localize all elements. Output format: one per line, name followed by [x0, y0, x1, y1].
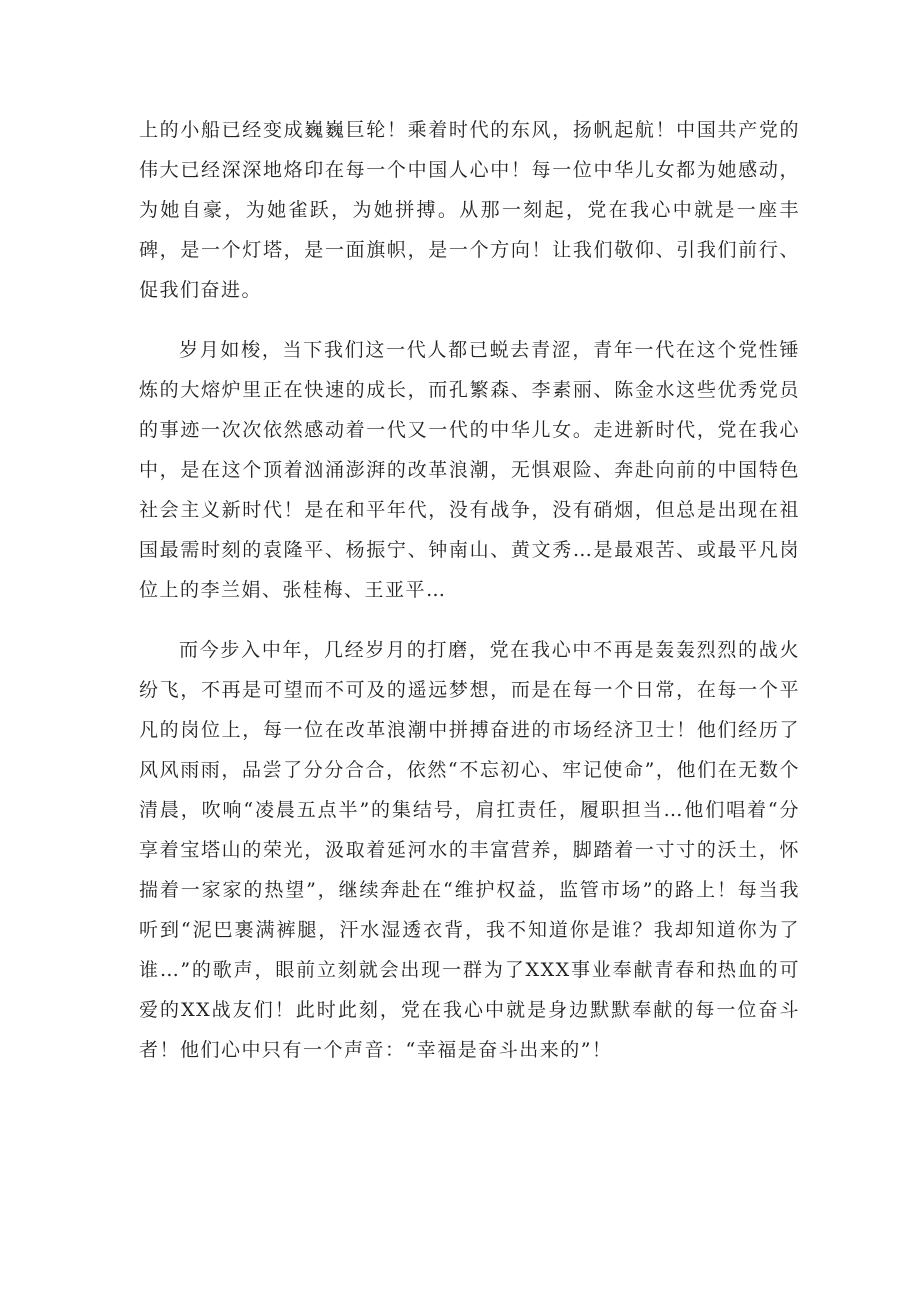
document-body [139, 110, 800, 1070]
paragraph-1: 上的小船已经变成巍巍巨轮！乘着时代的东风，扬帆起航！中国共产党的伟大已经深深地烙印在每一个中国人心中！每一位中华儿女都为她感动，为她自豪，为她雀跃，为她拼搏。从那一刻起，党在我心中就是一座丰碑，是一个灯塔，是一面旗帜，是一个方向！让我们敬仰、引我们前行、促我们奋进。 [139, 119, 800, 301]
paragraph-3: 而今步入中年，几经岁月的打磨，党在我心中不再是轰轰烈烈的战火纷飞，不再是可望而不可及的遥远梦想，而是在每一个日常，在每一个平凡的岗位上，每一位在改革浪潮中拼搏奋进的市场经济卫士！他们经历了风风雨雨，品尝了分分合合，依然“不忘初心、牢记使命”，他们在无数个清晨，吹响“凌晨五点半”的集结号，肩扛责任，履职担当…他们唱着“分享着宝塔山的荣光，汲取着延河水的丰富营养，脚踏着一寸寸的沃土，怀揣着一家家的热望”，继续奔赴在“维护权益，监管市场”的路上！每当我听到“泥巴裹满裤腿，汗水湿透衣背，我不知道你是谁？我却知道你为了谁…”的歌声，眼前立刻就会出现一群为了XXX事业奉献青春和热血的可爱的XX战友们！此时此刻，党在我心中就是身边默默奉献的每一位奋斗者！他们心中只有一个声音：“幸福是奋斗出来的”！ [139, 639, 800, 1061]
paragraph-2: 岁月如梭，当下我们这一代人都已蜕去青涩，青年一代在这个党性锤炼的大熔炉里正在快速的成长，而孔繁森、李素丽、陈金水这些优秀党员的事迹一次次依然感动着一代又一代的中华儿女。走进新时代，党在我心中，是在这个顶着汹涌澎湃的改革浪潮，无惧艰险、奔赴向前的中国特色社会主义新时代！是在和平年代，没有战争，没有硝烟，但总是出现在祖国最需时刻的袁隆平、杨振宁、钟南山、黄文秀…是最艰苦、或最平凡岗位上的李兰娟、张桂梅、王亚平… [139, 339, 800, 601]
